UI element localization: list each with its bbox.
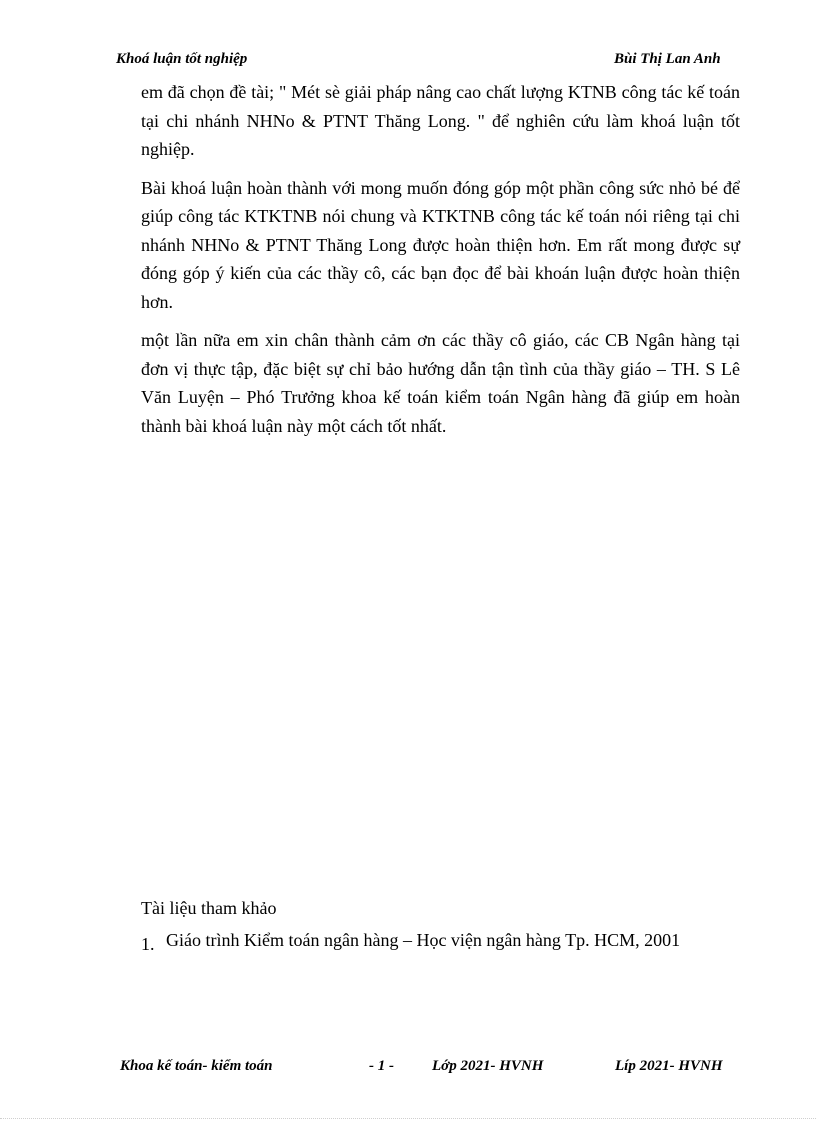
footer-class: Lớp 2021- HVNH — [432, 1058, 544, 1074]
references-title: Tài liệu tham khảo — [141, 898, 277, 918]
footer-class-alt: Líp 2021- HVNH — [615, 1058, 723, 1074]
reference-item — [141, 929, 681, 954]
page-bottom-border — [0, 1118, 816, 1119]
reference-number: 1. — [141, 934, 155, 954]
body-paragraph: em đã chọn đề tài; " Mét sè giải pháp nâng cao chất lượng KTNB công tác kế toán tại chi nhánh NHNo & PTNT Thăng Long. " để nghiên cứu làm khoá luận tốt nghiệp. — [141, 82, 740, 159]
header-author: Bùi Thị Lan Anh — [614, 51, 721, 67]
footer-page-number: - 1 - — [369, 1058, 394, 1074]
header-title: Khoá luận tốt nghiệp — [116, 51, 248, 67]
footer-department: Khoa kế toán- kiểm toán — [120, 1058, 273, 1074]
body-paragraph: Bài khoá luận hoàn thành với mong muốn đóng góp một phần công sức nhỏ bé để giúp công tác KTKTNB nói chung và KTKTNB công tác kế toán nói riêng tại chi nhánh NHNo & PTNT Thăng Long được hoàn thiện hơn. Em rất mong được sự đóng góp ý kiến của các thầy cô, các bạn đọc để bài khoán luận được hoàn thiện hơn. — [141, 177, 740, 312]
body-paragraph: một lần nữa em xin chân thành cảm ơn các thầy cô giáo, các CB Ngân hàng tại đơn vị thực tập, đặc biệt sự chỉ bảo hướng dẫn tận tình của thầy giáo – TH. S Lê Văn Luyện – Phó Trưởng khoa kế toán kiểm toán Ngân hàng đã giúp em hoàn thành bài khoá luận này một cách tốt nhất. — [141, 330, 740, 436]
reference-text: Giáo trình Kiểm toán ngân hàng – Học viện ngân hàng Tp. HCM, 2001 — [166, 930, 681, 950]
document-body — [141, 78, 740, 450]
